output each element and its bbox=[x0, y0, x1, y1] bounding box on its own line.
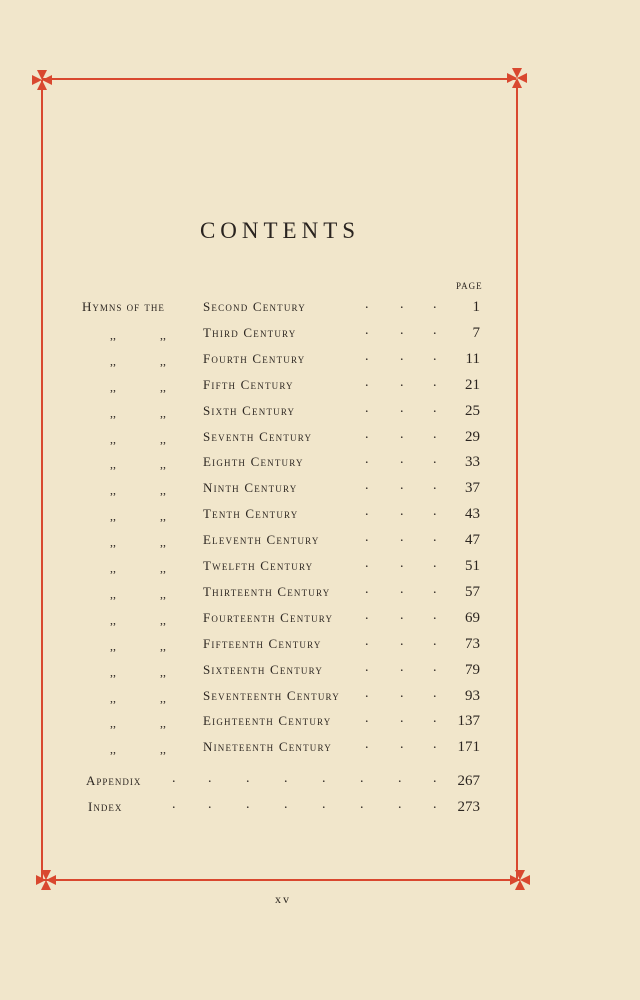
leader-dot: . bbox=[400, 685, 404, 701]
toc-row[interactable] bbox=[0, 713, 640, 735]
leader-dot: . bbox=[400, 530, 404, 546]
leader-dot: . bbox=[433, 556, 437, 571]
toc-entry-label: Tenth Century bbox=[203, 506, 299, 522]
leader-dot: . bbox=[433, 581, 437, 597]
toc-entry-label: Nineteenth Century bbox=[203, 739, 332, 755]
ditto-mark: ,, bbox=[110, 561, 116, 575]
toc-row[interactable] bbox=[0, 607, 640, 632]
leader-dot: . bbox=[284, 797, 288, 812]
ditto-mark: ,, bbox=[160, 586, 166, 601]
leader-dot: . bbox=[284, 771, 288, 786]
leader-dot: . bbox=[400, 711, 404, 727]
toc-entry-label: Eighteenth Century bbox=[203, 713, 332, 729]
toc-page-number: 57 bbox=[465, 583, 480, 600]
ditto-mark: ,, bbox=[110, 586, 116, 601]
toc-page-number: 47 bbox=[465, 532, 480, 549]
toc-entry-label: Third Century bbox=[203, 324, 297, 340]
toc-row-index[interactable] bbox=[0, 799, 640, 821]
toc-prefix: Hymns of the bbox=[82, 299, 165, 314]
leader-dot: . bbox=[172, 771, 176, 786]
toc-row[interactable] bbox=[0, 581, 640, 606]
ditto-mark: ,, bbox=[110, 379, 116, 394]
toc-page-number: 171 bbox=[457, 739, 480, 756]
leader-dot: . bbox=[400, 297, 404, 312]
leader-dot: . bbox=[208, 771, 212, 786]
ditto-mark: ,, bbox=[160, 742, 166, 757]
ditto-mark: ,, bbox=[110, 716, 116, 731]
toc-page-number: 29 bbox=[465, 428, 480, 445]
toc-page-number: 1 bbox=[472, 299, 480, 315]
leader-dot: . bbox=[400, 659, 404, 675]
leader-dot: . bbox=[322, 797, 326, 812]
toc-page-number: 273 bbox=[457, 799, 480, 815]
toc-entry-label: Twelfth Century bbox=[203, 558, 314, 573]
toc-row[interactable] bbox=[0, 480, 640, 502]
ditto-mark: ,, bbox=[160, 327, 166, 342]
toc-page-number: 37 bbox=[465, 480, 480, 497]
leader-dot: . bbox=[400, 322, 404, 338]
leader-dot: . bbox=[433, 374, 437, 390]
ditto-mark: ,, bbox=[110, 457, 116, 472]
leader-dot: . bbox=[365, 400, 369, 416]
toc-entry-label: Fourth Century bbox=[203, 350, 306, 366]
leader-dot: . bbox=[400, 737, 404, 753]
leader-dot: . bbox=[433, 633, 437, 649]
leader-dot: . bbox=[400, 478, 404, 494]
leader-dot: . bbox=[365, 297, 369, 312]
toc-row[interactable] bbox=[0, 739, 640, 761]
leader-dot: . bbox=[365, 685, 369, 701]
ditto-mark: ,, bbox=[160, 561, 166, 575]
maltese-cross-icon bbox=[508, 868, 532, 892]
leader-dot: . bbox=[360, 771, 364, 786]
toc-page-number: 137 bbox=[457, 713, 480, 730]
toc-row[interactable] bbox=[0, 426, 640, 451]
toc-entry-label: Seventeenth Century bbox=[203, 687, 340, 703]
toc-page-number: 7 bbox=[472, 324, 480, 341]
ditto-mark: ,, bbox=[160, 379, 166, 394]
toc-page-number: 11 bbox=[465, 350, 480, 367]
leader-dot: . bbox=[433, 322, 437, 338]
maltese-cross-icon bbox=[30, 68, 54, 92]
leader-dot: . bbox=[400, 504, 404, 520]
toc-row[interactable] bbox=[0, 400, 640, 425]
leader-dot: . bbox=[433, 348, 437, 364]
toc-row[interactable] bbox=[0, 633, 640, 658]
leader-dot: . bbox=[246, 771, 250, 786]
border-bottom bbox=[42, 879, 520, 881]
leader-dot: . bbox=[365, 711, 369, 727]
page-column-label: PAGE bbox=[456, 281, 483, 291]
leader-dot: . bbox=[365, 374, 369, 390]
leader-dot: . bbox=[400, 452, 404, 468]
maltese-cross-icon bbox=[34, 868, 58, 892]
toc-page-number: 43 bbox=[465, 506, 480, 523]
leader-dot: . bbox=[400, 556, 404, 571]
leader-dot: . bbox=[365, 504, 369, 520]
toc-entry-label: Fourteenth Century bbox=[203, 609, 334, 625]
toc-row[interactable] bbox=[0, 322, 640, 347]
toc-page-number: 73 bbox=[465, 635, 480, 652]
leader-dot: . bbox=[365, 322, 369, 338]
toc-page-number: 93 bbox=[465, 687, 480, 704]
ditto-mark: ,, bbox=[160, 535, 166, 550]
leader-dot: . bbox=[433, 737, 437, 753]
leader-dot: . bbox=[400, 581, 404, 597]
page-title: CONTENTS bbox=[199, 218, 361, 243]
leader-dot: . bbox=[322, 771, 326, 786]
toc-entry-label: Eleventh Century bbox=[203, 532, 320, 548]
ditto-mark: ,, bbox=[160, 509, 166, 524]
leader-dot: . bbox=[172, 797, 176, 812]
ditto-mark: ,, bbox=[110, 353, 116, 368]
toc-row[interactable] bbox=[0, 506, 640, 528]
ditto-mark: ,, bbox=[160, 457, 166, 472]
leader-dot: . bbox=[400, 400, 404, 416]
leader-dot: . bbox=[365, 633, 369, 649]
leader-dot: . bbox=[400, 426, 404, 442]
ditto-mark: ,, bbox=[110, 431, 116, 446]
toc-entry-label: Fifth Century bbox=[203, 376, 294, 392]
toc-row[interactable] bbox=[0, 454, 640, 476]
ditto-mark: ,, bbox=[110, 483, 116, 498]
leader-dot: . bbox=[433, 297, 437, 312]
toc-entry-label: Sixth Century bbox=[203, 402, 296, 418]
leader-dot: . bbox=[433, 659, 437, 675]
ditto-mark: ,, bbox=[160, 353, 166, 368]
toc-entry-label: Thirteenth Century bbox=[203, 583, 331, 599]
leader-dot: . bbox=[365, 737, 369, 753]
toc-row[interactable] bbox=[0, 558, 640, 580]
leader-dot: . bbox=[365, 581, 369, 597]
ditto-mark: ,, bbox=[160, 638, 166, 653]
leader-dot: . bbox=[398, 797, 402, 812]
toc-row[interactable] bbox=[0, 299, 640, 321]
leader-dot: . bbox=[433, 711, 437, 727]
ditto-mark: ,, bbox=[160, 405, 166, 420]
toc-row-appendix[interactable] bbox=[0, 773, 640, 795]
toc-page-number: 69 bbox=[465, 609, 480, 626]
ditto-mark: ,, bbox=[110, 405, 116, 420]
leader-dot: . bbox=[365, 659, 369, 675]
toc-page-number: 51 bbox=[465, 558, 480, 574]
ditto-mark: ,, bbox=[110, 690, 116, 705]
ditto-mark: ,, bbox=[110, 664, 116, 679]
ditto-mark: ,, bbox=[110, 327, 116, 342]
leader-dot: . bbox=[365, 348, 369, 364]
leader-dot: . bbox=[433, 504, 437, 520]
ditto-mark: ,, bbox=[160, 483, 166, 498]
leader-dot: . bbox=[246, 797, 250, 812]
ditto-mark: ,, bbox=[160, 431, 166, 446]
leader-dot: . bbox=[433, 797, 437, 812]
leader-dot: . bbox=[208, 797, 212, 812]
ditto-mark: ,, bbox=[110, 509, 116, 524]
maltese-cross-icon bbox=[505, 66, 529, 90]
leader-dot: . bbox=[433, 685, 437, 701]
toc-entry-label: Ninth Century bbox=[203, 480, 298, 496]
leader-dot: . bbox=[400, 607, 404, 623]
leader-dot: . bbox=[365, 452, 369, 468]
toc-page-number: 25 bbox=[465, 402, 480, 419]
toc-page-number: 33 bbox=[465, 454, 480, 471]
leader-dot: . bbox=[433, 607, 437, 623]
leader-dot: . bbox=[433, 426, 437, 442]
border-top bbox=[42, 78, 516, 80]
leader-dot: . bbox=[398, 771, 402, 786]
ditto-mark: ,, bbox=[110, 535, 116, 550]
toc-entry-label: Second Century bbox=[203, 299, 306, 314]
leader-dot: . bbox=[365, 530, 369, 546]
toc-entry-label: Fifteenth Century bbox=[203, 635, 322, 651]
toc-row[interactable] bbox=[0, 348, 640, 373]
leader-dot: . bbox=[433, 478, 437, 494]
leader-dot: . bbox=[400, 348, 404, 364]
toc-row[interactable] bbox=[0, 374, 640, 399]
ditto-mark: ,, bbox=[110, 742, 116, 757]
toc-entry-label: Eighth Century bbox=[203, 454, 304, 470]
toc-row[interactable] bbox=[0, 532, 640, 554]
toc-page-number: 21 bbox=[465, 376, 480, 393]
leader-dot: . bbox=[365, 426, 369, 442]
leader-dot: . bbox=[400, 633, 404, 649]
leader-dot: . bbox=[400, 374, 404, 390]
toc-entry-label: Seventh Century bbox=[203, 428, 313, 444]
toc-entry-label: Appendix bbox=[86, 773, 142, 788]
leader-dot: . bbox=[433, 530, 437, 546]
leader-dot: . bbox=[365, 478, 369, 494]
ditto-mark: ,, bbox=[160, 716, 166, 731]
ditto-mark: ,, bbox=[160, 664, 166, 679]
leader-dot: . bbox=[433, 771, 437, 786]
folio-number: xv bbox=[275, 892, 291, 906]
leader-dot: . bbox=[360, 797, 364, 812]
toc-row[interactable] bbox=[0, 685, 640, 710]
toc-page-number: 267 bbox=[457, 773, 480, 789]
leader-dot: . bbox=[365, 607, 369, 623]
ditto-mark: ,, bbox=[110, 612, 116, 627]
ditto-mark: ,, bbox=[160, 690, 166, 705]
toc-entry-label: Sixteenth Century bbox=[203, 661, 324, 677]
leader-dot: . bbox=[365, 556, 369, 571]
leader-dot: . bbox=[433, 400, 437, 416]
leader-dot: . bbox=[433, 452, 437, 468]
toc-row[interactable] bbox=[0, 659, 640, 684]
ditto-mark: ,, bbox=[110, 638, 116, 653]
toc-page-number: 79 bbox=[465, 661, 480, 678]
ditto-mark: ,, bbox=[160, 612, 166, 627]
toc-entry-label: Index bbox=[88, 799, 123, 814]
